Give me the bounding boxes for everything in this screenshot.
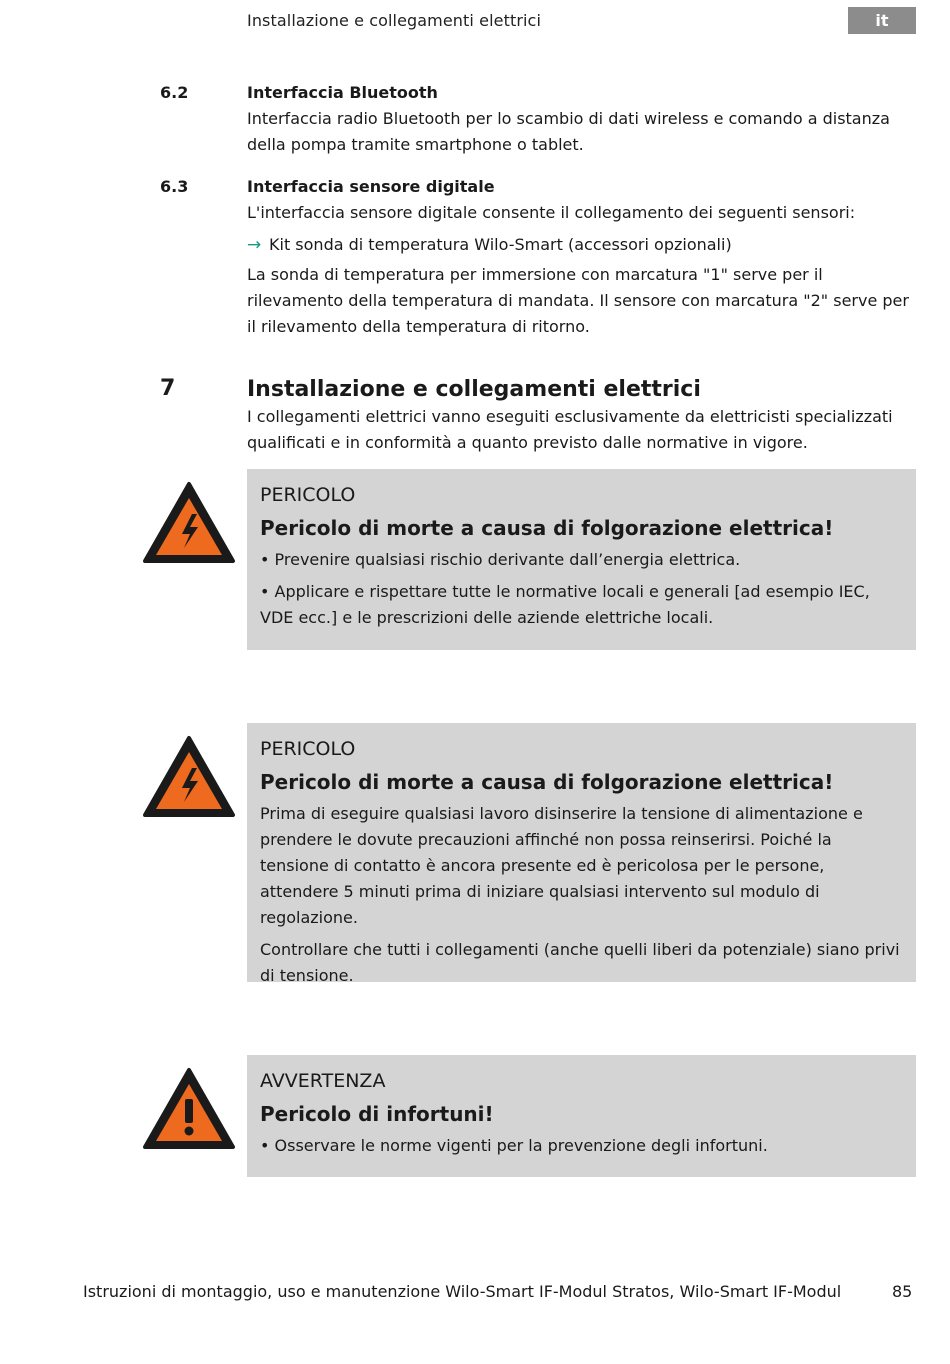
- chapter-text: I collegamenti elettrici vanno eseguiti esclusivamente da elettricisti specializzati qualificati e in conformità a quanto previsto dalle normative in vigore.: [247, 407, 893, 452]
- warning-heading: Pericolo di morte a causa di folgorazione elettrica!: [260, 516, 834, 540]
- language-badge: it: [848, 7, 916, 34]
- warning-heading: Pericolo di morte a causa di folgorazione elettrica!: [260, 770, 834, 794]
- general-warning-icon: [142, 1067, 236, 1151]
- section-6-3: [247, 174, 915, 340]
- section-title: Interfaccia sensore digitale: [247, 177, 495, 196]
- high-voltage-warning-icon: [142, 481, 236, 565]
- warning-heading: Pericolo di infortuni!: [260, 1102, 494, 1126]
- arrow-right-icon: →: [247, 235, 262, 255]
- chapter-7: [247, 376, 915, 456]
- running-header: Installazione e collegamenti elettrici: [247, 11, 542, 30]
- high-voltage-warning-icon: [142, 735, 236, 819]
- warning-level: PERICOLO: [260, 484, 356, 506]
- warning-box: [247, 1055, 916, 1177]
- chapter-number: 7: [160, 376, 176, 401]
- section-text: Interfaccia radio Bluetooth per lo scambio di dati wireless e comando a distanza della pompa tramite smartphone o tablet.: [247, 109, 890, 154]
- warning-text: • Osservare le norme vigenti per la prevenzione degli infortuni.: [260, 1136, 768, 1155]
- warning-text: • Prevenire qualsiasi rischio derivante dall’energia elettrica.: [260, 550, 741, 569]
- section-text: La sonda di temperatura per immersione con marcatura "1" serve per il rilevamento della temperatura di mandata. Il sensore con marcatura "2" serve per il rilevamento della temperatura di ritorno.: [247, 265, 909, 336]
- list-item: [247, 232, 915, 258]
- footer-document-title: Istruzioni di montaggio, uso e manutenzione Wilo-Smart IF-Modul Stratos, Wilo-Smart IF-Modul: [83, 1282, 842, 1301]
- warning-box: [247, 723, 916, 985]
- warning-level: PERICOLO: [260, 738, 356, 760]
- list-item-text: Kit sonda di temperatura Wilo-Smart (accessori opzionali): [269, 235, 732, 254]
- chapter-title: Installazione e collegamenti elettrici: [247, 377, 701, 402]
- section-number-6-3: 6.3: [160, 177, 189, 196]
- page-number: 85: [892, 1282, 913, 1301]
- section-intro: L'interfaccia sensore digitale consente il collegamento dei seguenti sensori:: [247, 203, 856, 222]
- warning-text: Prima di eseguire qualsiasi lavoro disinserire la tensione di alimentazione e prendere le dovute precauzioni affinché non possa reinserirsi. Poiché la tensione di contatto è ancora presente ed è pericolosa per le persone, attendere 5 minuti prima di iniziare qualsiasi intervento sul modulo di regolazione.: [260, 804, 863, 927]
- section-6-2: [247, 80, 915, 158]
- section-title: Interfaccia Bluetooth: [247, 83, 438, 102]
- warning-box: [247, 469, 916, 650]
- warning-text: Controllare che tutti i collegamenti (anche quelli liberi da potenziale) siano privi di tensione.: [260, 940, 900, 985]
- warning-level: AVVERTENZA: [260, 1070, 386, 1092]
- section-number-6-2: 6.2: [160, 83, 189, 102]
- warning-text: • Applicare e rispettare tutte le normative locali e generali [ad esempio IEC, VDE ecc.] e le prescrizioni delle aziende elettriche locali.: [260, 582, 870, 627]
